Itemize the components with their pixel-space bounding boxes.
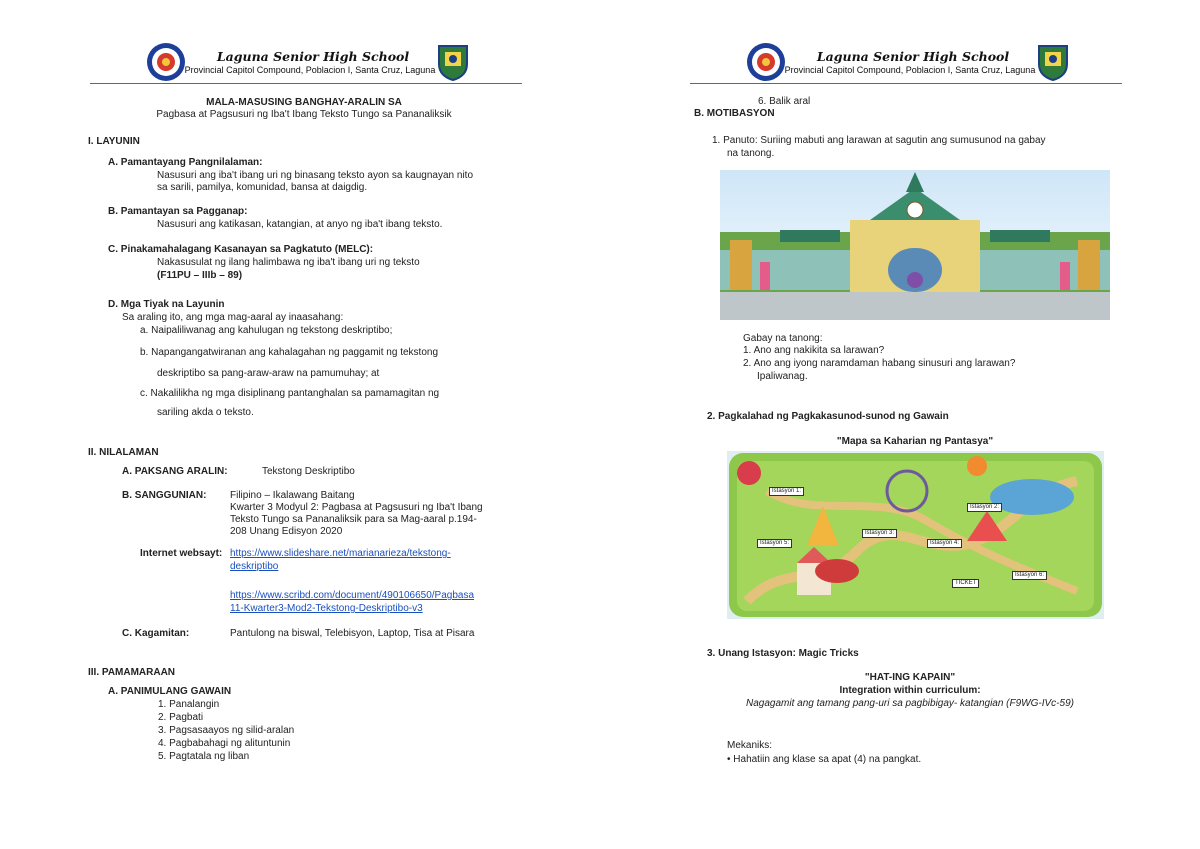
integration-text: Nagagamit ang tamang pang-uri sa pagbibigay- katangian (F9WG-IVc-59): [746, 698, 1074, 709]
subheading: A. PANIMULANG GAWAIN: [108, 686, 232, 697]
body-text: na tanong.: [727, 148, 775, 159]
list-item: 3. Pagsasaayos ng silid-aralan: [158, 725, 295, 736]
deped-seal-icon: [746, 42, 786, 82]
list-item: 5. Pagtatala ng liban: [158, 751, 250, 762]
subheading: B. MOTIBASYON: [694, 108, 775, 119]
subheading: C. Pinakamahalagang Kasanayan sa Pagkatuto (MELC):: [108, 244, 374, 255]
melc-code: (F11PU – IIIb – 89): [157, 270, 243, 281]
body-text: Gabay na tanong:: [743, 333, 823, 344]
plan-title: MALA-MASUSING BANGHAY-ARALIN SA: [206, 97, 402, 108]
letterhead: [88, 40, 523, 82]
letterhead: [688, 40, 1123, 82]
subheading: Internet websayt:: [140, 548, 223, 559]
section-heading: II. NILALAMAN: [88, 447, 159, 458]
reference-link[interactable]: https://www.slideshare.net/marianarieza/tekstong-: [230, 548, 451, 559]
question: Ipaliwanag.: [757, 371, 808, 382]
list-item: a. Naipaliliwanag ang kahulugan ng tekstong deskriptibo;: [140, 325, 393, 336]
school-address: Provincial Capitol Compound, Poblacion I, Santa Cruz, Laguna: [184, 65, 436, 75]
body-text: 1. Panuto: Suriing mabuti ang larawan at sagutin ang sumusunod na gabay: [712, 135, 1046, 146]
section-heading: III. PAMAMARAAN: [88, 667, 176, 678]
body-text: Sa araling ito, ang mga mag-aaral ay inaasahang:: [122, 312, 344, 323]
school-name: Laguna Senior High School: [216, 49, 410, 64]
map-title: "Mapa sa Kaharian ng Pantasya": [836, 436, 994, 447]
reference-link[interactable]: 11-Kwarter3-Mod2-Tekstong-Deskriptibo-v3: [230, 603, 423, 614]
body-text: Nasusuri ang katikasan, katangian, at anyo ng iba't ibang teksto.: [157, 219, 443, 230]
school-address: Provincial Capitol Compound, Poblacion I, Santa Cruz, Laguna: [784, 65, 1036, 75]
theme-park-photo: [720, 170, 1110, 320]
station-label: Istasyon 4:: [927, 539, 962, 548]
list-item: c. Nakalilikha ng mga disiplinang pantanghalan sa pamamagitan ng: [140, 388, 440, 399]
body-text: Mekaniks:: [727, 740, 773, 751]
subheading: A. Pamantayang Pangnilalaman:: [108, 157, 263, 168]
header-rule: [90, 83, 522, 84]
list-item: 1. Panalangin: [158, 699, 220, 710]
list-item: 6. Balik aral: [758, 96, 811, 107]
subheading: 3. Unang Istasyon: Magic Tricks: [707, 648, 859, 659]
list-item: deskriptibo sa pang-araw-araw na pamumuhay; at: [157, 368, 380, 379]
school-logo-icon: [433, 42, 473, 82]
subheading: C. Kagamitan:: [122, 628, 190, 639]
activity-title: "HAT-ING KAPAIN": [864, 672, 956, 683]
plan-subtitle: Pagbasa at Pagsusuri ng Iba't Ibang Teksto Tungo sa Pananaliksik: [156, 109, 452, 120]
list-item: b. Napangangatwiranan ang kahalagahan ng paggamit ng tekstong: [140, 347, 439, 358]
body-text: Nasusuri ang iba't ibang uri ng binasang teksto ayon sa kaugnayan nito: [157, 170, 474, 181]
list-item: 2. Pagbati: [158, 712, 204, 723]
subheading: B. Pamantayan sa Pagganap:: [108, 206, 248, 217]
body-text: Kwarter 3 Modyul 2: Pagbasa at Pagsusuri ng Iba't Ibang: [230, 502, 483, 513]
school-logo-icon: [1033, 42, 1073, 82]
body-text: sa sarili, pamilya, komunidad, bansa at daigdig.: [157, 182, 368, 193]
subheading: B. SANGGUNIAN:: [122, 490, 207, 501]
header-rule: [690, 83, 1122, 84]
subheading: D. Mga Tiyak na Layunin: [108, 299, 225, 310]
ticket-label: TICKET: [952, 579, 979, 588]
station-label: Istasyon 2:: [967, 503, 1002, 512]
list-item: 4. Pagbabahagi ng alituntunin: [158, 738, 291, 749]
school-name: Laguna Senior High School: [816, 49, 1010, 64]
subheading: 2. Pagkalahad ng Pagkakasunod-sunod ng Gawain: [707, 411, 949, 422]
integration-label: Integration within curriculum:: [839, 685, 981, 696]
page-right: [600, 0, 1200, 849]
subheading: A. PAKSANG ARALIN:: [122, 466, 228, 477]
station-label: Istasyon 1:: [769, 487, 804, 496]
body-text: 208 Unang Edisyon 2020: [230, 526, 343, 537]
station-label: Istasyon 6:: [1012, 571, 1047, 580]
station-label: Istasyon 3:: [862, 529, 897, 538]
fantasy-map: [727, 451, 1104, 619]
list-item: • Hahatiin ang klase sa apat (4) na pangkat.: [727, 754, 922, 765]
question: 2. Ano ang iyong naramdaman habang sinusuri ang larawan?: [743, 358, 1016, 369]
section-heading: I. LAYUNIN: [88, 136, 140, 147]
deped-seal-icon: [146, 42, 186, 82]
reference-link[interactable]: deskriptibo: [230, 561, 279, 572]
question: 1. Ano ang nakikita sa larawan?: [743, 345, 885, 356]
body-text: Teksto Tungo sa Pananaliksik para sa Mag-aaral p.194-: [230, 514, 477, 525]
body-text: Pantulong na biswal, Telebisyon, Laptop, Tisa at Pisara: [230, 628, 475, 639]
list-item: sariling akda o teksto.: [157, 407, 254, 418]
reference-link[interactable]: https://www.scribd.com/document/490106650/Pagbasa: [230, 590, 475, 601]
body-text: Nakasusulat ng ilang halimbawa ng iba't ibang uri ng teksto: [157, 257, 420, 268]
body-text: Tekstong Deskriptibo: [262, 466, 355, 477]
station-label: Istasyon 5:: [757, 539, 792, 548]
body-text: Filipino – Ikalawang Baitang: [230, 490, 355, 501]
